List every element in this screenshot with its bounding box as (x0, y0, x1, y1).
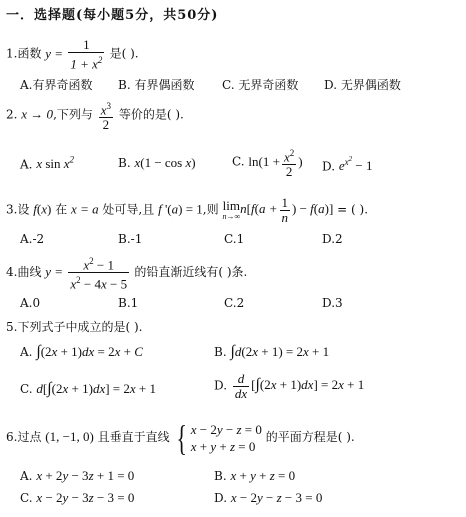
q6-option-c: C. x − 2y − 3z − 3 = 0 (20, 490, 135, 505)
q4-option-b: B.1 (118, 296, 139, 310)
question-2 (6, 99, 184, 132)
question-5: 5.下列式子中成立的是( ). (6, 320, 143, 334)
q4-option-d: D.3 (322, 296, 343, 310)
q2-prefix: 2. (6, 107, 18, 122)
question-4: 4.曲线 y = $\frac{x^2 - 1}{x^2 - 4x - 5}$ 的铅直渐近线有( )条. (6, 256, 248, 292)
question-1 (6, 38, 139, 71)
q2-suffix: 等价的是( ). (118, 107, 184, 122)
q2-option-b: B. x(1 − cos x) (118, 155, 196, 170)
q2-formula: $\frac{x^3}{2}$ (100, 101, 111, 133)
q1-prefix: 1.函数 (6, 46, 42, 61)
q5-option-a: A. ∫(2x + 1)dx = 2x + C (20, 343, 143, 360)
q3-option-d: D.2 (322, 232, 343, 246)
q3-prefix: 3.设 (6, 202, 30, 217)
q6-option-d: D. x − 2y − z − 3 = 0 (214, 490, 323, 505)
q3-suffix: = ( ). (337, 202, 369, 217)
q1-formula: y = $\frac{1}{1 + x^2}$ (45, 37, 103, 72)
q2-option-d: D. $e^{x^2} - 1$ (322, 155, 373, 174)
q2-option-c: C. ln(1 + $\frac{x^2}{2}$ ) (232, 148, 303, 180)
q1-suffix: 是( ). (109, 46, 139, 61)
q4-formula: y = $\frac{x^2 - 1}{x^2 - 4x - 5}$ (45, 256, 128, 292)
q1-option-a: A.有界奇函数 (20, 78, 93, 92)
q2-mid: ,下列与 (53, 107, 93, 122)
q6-option-b: B. x + y + z = 0 (214, 468, 296, 483)
q5-option-c: C. d[∫(2x + 1)dx] = 2x + 1 (20, 380, 157, 397)
q6-option-a: A. x + 2y − 3z + 1 = 0 (20, 468, 135, 483)
q2-option-a: A. x $\sin x^2$ (20, 155, 75, 172)
q3-option-a: A.-2 (20, 232, 45, 246)
q5-option-d: D. $\frac{d}{dx}$ [∫(2x + 1)dx] = 2x + 1 (214, 371, 365, 401)
q2-condition: x → 0 (21, 106, 54, 122)
q1-option-b: B. 有界偶函数 (118, 78, 195, 92)
section-title: 一．选择题(每小题5分，共50分) (6, 8, 219, 23)
q3-option-c: C.1 (224, 232, 245, 246)
q4-option-a: A.0 (20, 296, 41, 310)
q1-option-d: D. 无界偶函数 (324, 78, 401, 92)
question-6: 6.过点 (1, −1, 0) 且垂直于直线 { x − 2y − z = 0 x + y + z = 0 的平面方程是( ). (6, 418, 355, 458)
question-3: 3.设 f(x) 在 x = a 处可导,且 f '(a) = 1,则 lim n→∞ n[f(a + $\frac{1}{n}$ ) − f(a)] = ( ). (6, 195, 369, 225)
q1-option-c: C. 无界奇函数 (222, 78, 299, 92)
q4-option-c: C.2 (224, 296, 245, 310)
q3-option-b: B.-1 (118, 232, 143, 246)
q5-option-b: B. ∫d(2x + 1) = 2x + 1 (214, 343, 330, 360)
